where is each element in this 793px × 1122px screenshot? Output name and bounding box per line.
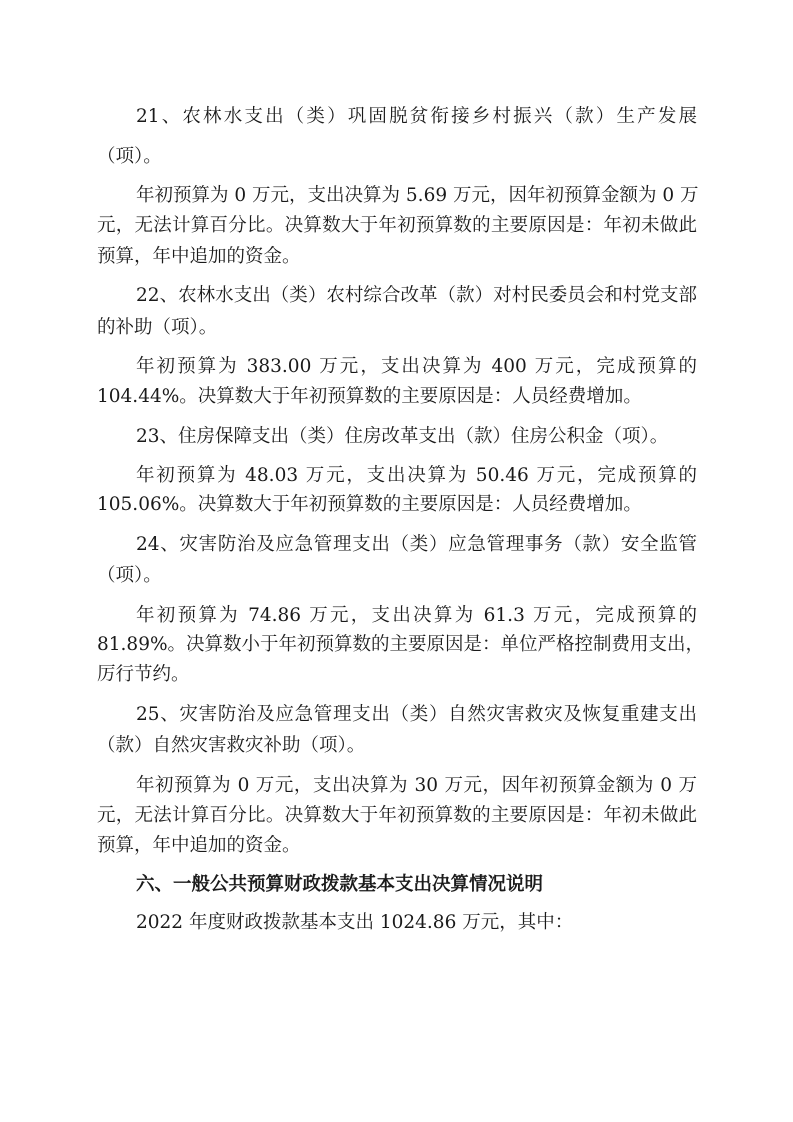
item-23-title: 23、住房保障支出（类）住房改革支出（款）住房公积金（项）。: [136, 426, 669, 447]
item-22-title-cont: 的补助（项）。: [97, 317, 218, 338]
item-24-title: 24、灾害防治及应急管理支出（类）应急管理事务（款）安全监管: [136, 534, 697, 555]
item-23-body: 年初预算为 48.03 万元，支出决算为 50.46 万元，完成预算的: [136, 465, 697, 486]
item-24-title-cont: （项）。: [97, 565, 162, 586]
item-22-body: 年初预算为 383.00 万元，支出决算为 400 万元，完成预算的: [136, 356, 697, 377]
item-25-title-cont: （款）自然灾害救灾补助（项）。: [97, 735, 366, 756]
item-25-body: 预算，年中追加的资金。: [97, 835, 301, 856]
item-25-body: 元，无法计算百分比。决算数大于年初预算数的主要原因是：年初未做此: [97, 805, 697, 826]
section-heading: 六、一般公共预算财政拨款基本支出决算情况说明: [136, 874, 544, 895]
item-22-body: 104.44%。决算数大于年初预算数的主要原因是：人员经费增加。: [97, 386, 642, 407]
section-body: 2022 年度财政拨款基本支出 1024.86 万元，其中：: [136, 912, 574, 933]
item-25-title: 25、灾害防治及应急管理支出（类）自然灾害救灾及恢复重建支出: [136, 704, 697, 725]
item-24-body: 81.89%。决算数小于年初预算数的主要原因是：单位严格控制费用支出，: [97, 634, 705, 655]
item-22-title: 22、农林水支出（类）农村综合改革（款）对村民委员会和村党支部: [136, 285, 697, 306]
item-24-body: 厉行节约。: [97, 664, 190, 685]
item-21-title-cont: （项）。: [97, 146, 162, 167]
item-21-title: 21、农林水支出（类）巩固脱贫衔接乡村振兴（款）生产发展: [136, 106, 697, 127]
item-21-body: 年初预算为 0 万元，支出决算为 5.69 万元，因年初预算金额为 0 万: [136, 185, 699, 206]
item-25-body: 年初预算为 0 万元，支出决算为 30 万元，因年初预算金额为 0 万: [136, 775, 697, 796]
item-24-body: 年初预算为 74.86 万元，支出决算为 61.3 万元，完成预算的: [136, 605, 697, 626]
item-21-body: 元，无法计算百分比。决算数大于年初预算数的主要原因是：年初未做此: [97, 215, 697, 236]
item-21-body: 预算，年中追加的资金。: [97, 246, 301, 267]
item-23-body: 105.06%。决算数大于年初预算数的主要原因是：人员经费增加。: [97, 494, 642, 515]
